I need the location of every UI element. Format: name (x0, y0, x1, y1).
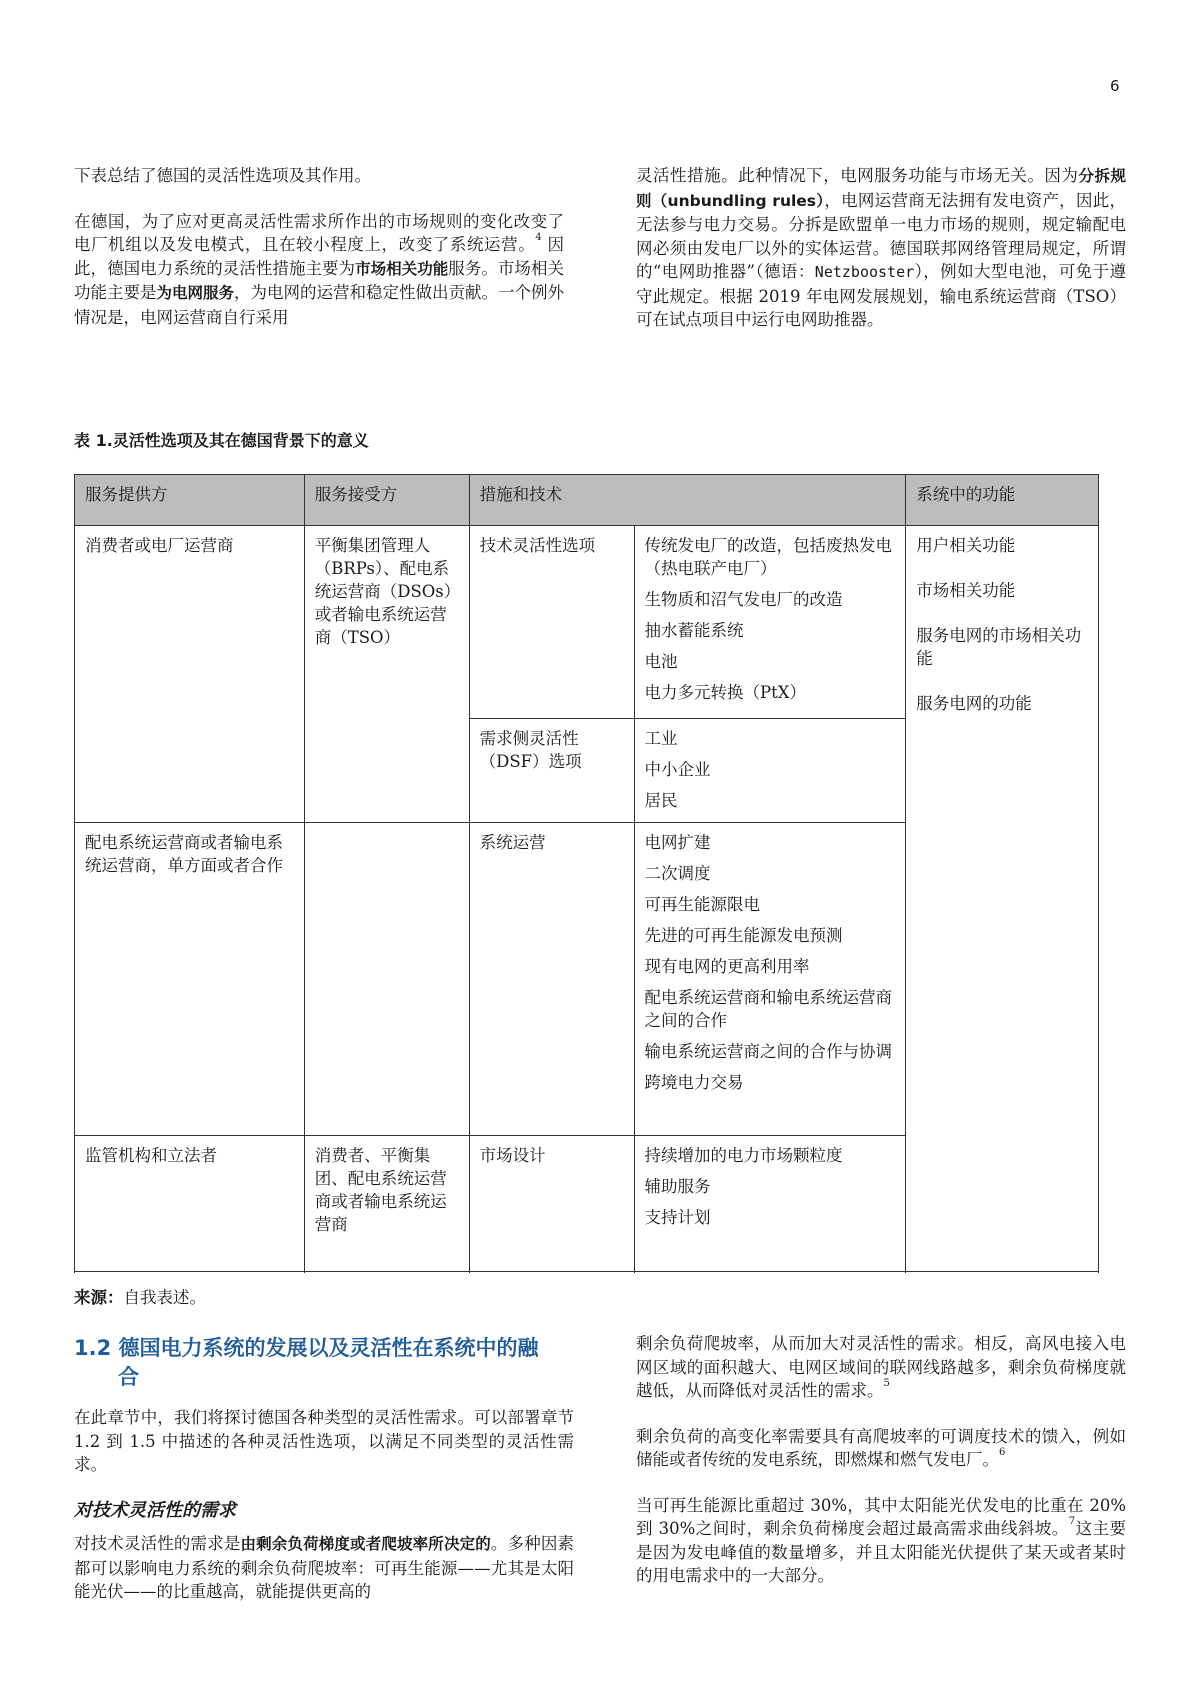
list-item: 传统发电厂的改造，包括废热发电（热电联产电厂） (644, 536, 892, 578)
dispatchable-paragraph: 剩余负荷的高变化率需要具有高爬坡率的可调度技术的馈入，例如储能或者传统的发电系统，即燃煤和燃气发电厂。$^6$ (636, 1426, 1126, 1469)
header-function: 系统中的功能 (906, 475, 1099, 526)
table-row (75, 526, 1099, 719)
cell-functions (906, 526, 1099, 1272)
flexibility-table (74, 474, 1099, 1272)
intro-paragraph: 下表总结了德国的灵活性选项及其作用。 (74, 166, 371, 185)
list-item: 电网扩建 (644, 833, 711, 852)
table-source: 来源：自我表述。 (74, 1288, 206, 1307)
list-item: 服务电网的功能 (916, 694, 1032, 713)
footnote-ref: 4 (535, 232, 542, 243)
subheading: 对技术灵活性的需求 (74, 1499, 236, 1521)
list-item: 配电系统运营商和输电系统运营商之间的合作 (644, 988, 892, 1030)
cell-tech (634, 823, 906, 1136)
cell-measure: 系统运营 (469, 823, 634, 1136)
list-item: 辅助服务 (644, 1177, 711, 1196)
footnote-ref: 6 (999, 1447, 1006, 1458)
bold-term: 市场相关功能 (355, 259, 449, 278)
cell-receiver: 消费者、平衡集团、配电系统运营商或者输电系统运营商 (304, 1136, 469, 1272)
bottom-right-column (636, 1332, 1126, 1610)
list-item: 工业 (644, 729, 678, 748)
cell-measure: 市场设计 (469, 1136, 634, 1272)
residual-load-paragraph: 剩余负荷爬坡率，从而加大对灵活性的需求。相反，高风电接入电网区域的面积越大、电网区域间的联网线路越多，剩余负荷梯度就越低，从而降低对灵活性的需求。$^5$ (636, 1334, 1126, 1400)
section-title-cont: 合 (118, 1365, 139, 1389)
cell-tech (634, 526, 906, 719)
list-item: 生物质和沼气发电厂的改造 (644, 590, 843, 609)
cell-tech (634, 719, 906, 823)
cell-receiver (304, 823, 469, 1136)
table-header-row (75, 475, 1099, 526)
list-item: 中小企业 (644, 760, 711, 779)
list-item: 支持计划 (644, 1208, 711, 1227)
section-heading (74, 1334, 574, 1392)
cell-receiver: 平衡集团管理人（BRPs）、配电系统运营商（DSOs）或者输电系统运营商（TSO） (304, 526, 469, 823)
section-title: 德国电力系统的发展以及灵活性在系统中的融 (118, 1336, 539, 1360)
chapter-intro-paragraph: 在此章节中，我们将探讨德国各种类型的灵活性需求。可以部署章节 1.2 到 1.5 中描述的各种灵活性选项，以满足不同类型的灵活性需求。 (74, 1408, 574, 1474)
section-number: 1.2 (74, 1336, 112, 1360)
list-item: 现有电网的更高利用率 (644, 957, 810, 976)
cell-provider: 配电系统运营商或者输电系统运营商，单方面或者合作 (75, 823, 305, 1136)
header-receiver: 服务接受方 (304, 475, 469, 526)
bottom-left-column (74, 1406, 574, 1626)
list-item: 抽水蓄能系统 (644, 621, 744, 640)
cell-provider: 监管机构和立法者 (75, 1136, 305, 1272)
header-provider: 服务提供方 (75, 475, 305, 526)
footnote-ref: 7 (1068, 1516, 1076, 1527)
unbundling-paragraph: 灵活性措施。此种情况下，电网服务功能与市场无关。因为分拆规则（unbundling rules），电网运营商无法拥有发电资产，因此，无法参与电力交易。分拆是欧盟单一电力市场的规则，规定输配电网必须由发电厂以外的实体运营。德国联邦网络管理局规定，所谓的“电网助推器”（德语：Netzbooster），例如大型电池，可免于遵守此规定。根据 2019 年电网发展规划，输电系统运营商（TSO）可在试点项目中运行电网助推器。 (636, 166, 1127, 329)
top-left-column (74, 164, 564, 351)
bold-term: 由剩余负荷梯度或者爬坡率所决定的 (240, 1535, 491, 1553)
germany-paragraph: 在德国，为了应对更高灵活性需求所作出的市场规则的变化改变了电厂机组以及发电模式，且在较小程度上，改变了系统运营。$^4$ 因此，德国电力系统的灵活性措施主要为市场相关功能服务。市场相关功能主要是为电网服务，为电网的运营和稳定性做出贡献。一个例外情况是，电网运营商自行采用 (74, 211, 565, 327)
mono-term: Netzbooster (814, 263, 915, 281)
table-caption: 表 1.灵活性选项及其在德国背景下的意义 (74, 431, 369, 450)
header-measures: 措施和技术 (469, 475, 906, 526)
list-item: 先进的可再生能源发电预测 (644, 926, 843, 945)
list-item: 电力多元转换（PtX） (644, 683, 806, 702)
top-right-column (636, 164, 1126, 354)
list-item: 二次调度 (644, 864, 711, 883)
footnote-ref: 5 (883, 1378, 890, 1389)
list-item: 跨境电力交易 (644, 1073, 744, 1092)
bold-term: 为电网服务 (156, 284, 235, 302)
bold-term: 分拆规则（unbundling rules） (636, 167, 1126, 210)
cell-measure: 技术灵活性选项 (469, 526, 634, 719)
cell-provider: 消费者或电厂运营商 (75, 526, 305, 823)
list-item: 用户相关功能 (916, 536, 1016, 555)
list-item: 可再生能源限电 (644, 895, 760, 914)
cell-measure: 需求侧灵活性（DSF）选项 (469, 719, 634, 823)
cell-tech (634, 1136, 906, 1272)
list-item: 居民 (644, 791, 678, 810)
page-number: 6 (1110, 77, 1120, 95)
pv-share-paragraph: 当可再生能源比重超过 30%，其中太阳能光伏发电的比重在 20% 到 30%之间时，剩余负荷梯度会超过最高需求曲线斜坡。$^7$这主要是因为发电峰值的数量增多，并且太阳能光伏提供了某天或者某时的用电需求中的一大部分。 (636, 1495, 1127, 1585)
list-item: 服务电网的市场相关功能 (916, 626, 1082, 668)
list-item: 持续增加的电力市场颗粒度 (644, 1146, 843, 1165)
ramp-paragraph: 对技术灵活性的需求是由剩余负荷梯度或者爬坡率所决定的。多种因素都可以影响电力系统的剩余负荷爬坡率：可再生能源——尤其是太阳能光伏——的比重越高，就能提供更高的 (74, 1534, 575, 1601)
list-item: 电池 (644, 652, 678, 671)
list-item: 市场相关功能 (916, 581, 1016, 600)
list-item: 输电系统运营商之间的合作与协调 (644, 1042, 892, 1061)
